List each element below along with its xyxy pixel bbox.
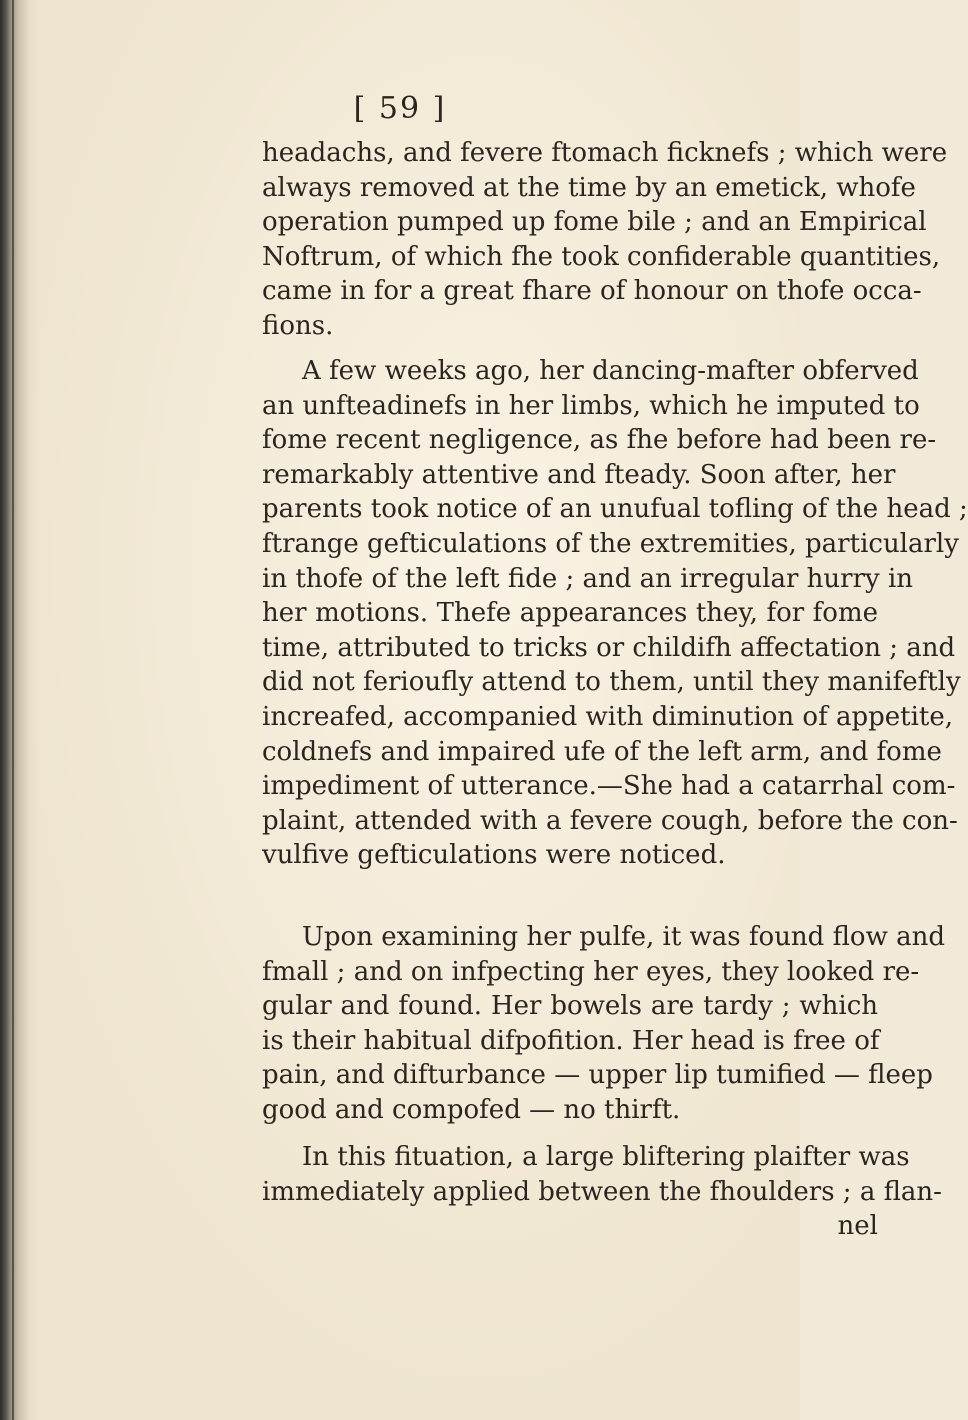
- text-line: fome recent negligence, as fhe before had been re-: [262, 425, 937, 456]
- text-line: increafed, accompanied with diminution of appetite,: [262, 701, 954, 732]
- text-line: her motions. Thefe appearances they, for fome: [262, 598, 878, 629]
- text-line: came in for a great fhare of honour on thofe occa-: [262, 276, 922, 307]
- text-line: Upon examining her pulfe, it was found flow and: [302, 922, 945, 952]
- text-line: ftrange gefticulations of the extremities, particularly: [262, 528, 959, 559]
- text-line: headachs, and fevere ftomach ficknefs ; which were: [262, 138, 948, 168]
- text-line: parents took notice of an unufual tofling of the head ;: [262, 494, 968, 525]
- text-line: coldnefs and impaired ufe of the left arm, and fome: [262, 736, 942, 767]
- text-line: always removed at the time by an emetick, whofe: [262, 172, 916, 203]
- text-line: did not ferioufly attend to them, until they manifeftly: [262, 667, 961, 698]
- text-line: in thofe of the left fide ; and an irregular hurry in: [262, 563, 914, 594]
- text-line: pain, and difturbance — upper lip tumified — fleep: [262, 1060, 933, 1091]
- text-line: Noftrum, of which fhe took confiderable quantities,: [262, 241, 941, 272]
- text-line: fmall ; and on infpecting her eyes, they looked re-: [262, 956, 920, 987]
- text-line: an unfteadinefs in her limbs, which he imputed to: [262, 390, 920, 421]
- binding-edge: [12, 0, 14, 1420]
- page-number-header: [ 59 ]: [353, 91, 447, 126]
- text-line: A few weeks ago, her dancing-mafter obferved: [302, 356, 919, 386]
- text-line: impediment of utterance.—She had a catarrhal com-: [262, 771, 956, 802]
- paragraph-4: [262, 1140, 942, 1244]
- paragraph-1: [262, 136, 948, 344]
- paragraph-3: [262, 920, 945, 1128]
- text-line: gular and found. Her bowels are tardy ; which: [262, 991, 878, 1022]
- text-line: fions.: [262, 310, 334, 341]
- text-line: remarkably attentive and fteady. Soon after, her: [262, 459, 896, 490]
- catchword: nel: [837, 1211, 878, 1242]
- text-line: good and compofed — no thirft.: [262, 1094, 681, 1125]
- text-line: plaint, attended with a fevere cough, before the con-: [262, 805, 958, 836]
- text-line: immediately applied between the fhoulders ; a flan-: [262, 1176, 942, 1207]
- text-line: time, attributed to tricks or childifh affectation ; and: [262, 632, 956, 663]
- text-line: operation pumped up fome bile ; and an Empirical: [262, 207, 927, 238]
- text-line: vulfive gefticulations were noticed.: [262, 840, 726, 871]
- text-line: is their habitual difpofition. Her head is free of: [262, 1025, 880, 1056]
- text-line: In this fituation, a large bliftering plaifter was: [302, 1142, 910, 1172]
- paragraph-2: [262, 354, 968, 873]
- book-gutter: [0, 0, 40, 1420]
